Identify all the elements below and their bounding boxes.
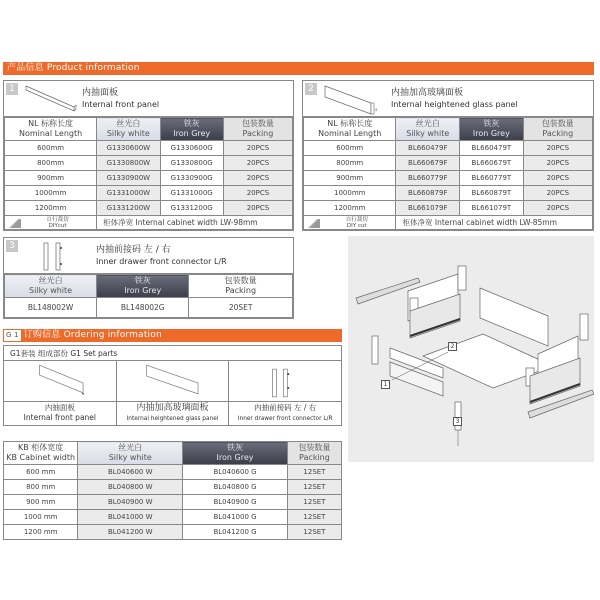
item-number: 1 <box>6 83 18 95</box>
table-row <box>304 141 593 156</box>
footer-row <box>5 216 293 230</box>
title-en: Internal heightened glass panel <box>391 100 518 109</box>
iron-code-cell: BL041000 G <box>183 510 288 525</box>
header-silky-white: 丝光白 Silky white <box>5 275 97 298</box>
iron-code-cell: G1330900G <box>160 171 223 186</box>
iron-code-cell: BL040900 G <box>183 495 288 510</box>
header-iron-grey: 铁灰 Iron Grey <box>97 275 189 298</box>
packing-cell: 20PCS <box>223 171 292 186</box>
panel-header <box>4 81 293 117</box>
table-row <box>5 141 293 156</box>
table-row <box>4 480 342 495</box>
item-number: 3 <box>6 240 18 252</box>
set-part-glass-panel <box>117 361 230 401</box>
set-part-connector <box>229 361 341 401</box>
length-cell: 800mm <box>304 156 396 171</box>
width-cell: 800 mm <box>4 480 78 495</box>
silky-code-cell: BL040800 W <box>78 480 183 495</box>
footer-row <box>304 216 593 230</box>
packing-cell: 20PCS <box>523 156 592 171</box>
title-cn: 内抽前接码 左 / 右 <box>96 245 171 255</box>
iron-code-cell: BL041200 G <box>183 525 288 540</box>
title-en: Internal front panel <box>82 100 160 109</box>
packing-cell: 12SET <box>287 525 341 540</box>
length-cell: 600mm <box>5 141 97 156</box>
table-row <box>304 156 593 171</box>
silky-code-cell: BL040900 W <box>78 495 183 510</box>
iron-code-cell: G1330600G <box>160 141 223 156</box>
length-cell: 900mm <box>5 171 97 186</box>
length-cell: 900mm <box>304 171 396 186</box>
product-info-title: 产品信息 Product information <box>7 63 140 73</box>
header-packing: 包装数量 Packing <box>287 442 341 465</box>
silky-code-cell: G1331000W <box>97 186 160 201</box>
table-row <box>4 525 342 540</box>
callout-3: 3 <box>453 417 462 426</box>
item-number: 2 <box>305 83 317 95</box>
cabinet-width-note: 柜体净宽 Internal cabinet width LW-85mm <box>396 216 593 230</box>
set-parts-images <box>4 361 341 402</box>
diy-cut-cell: 自行裁切 DIY cut <box>304 216 396 230</box>
silky-code-cell: BL041000 W <box>78 510 183 525</box>
iron-code-cell: BL040600 G <box>183 465 288 480</box>
cabinet-width-note: 柜体净宽 Internal cabinet width LW-98mm <box>97 216 293 230</box>
header-iron-grey: 铁灰 Iron Grey <box>460 118 524 141</box>
glass-panel-icon <box>117 361 229 402</box>
panel-front-connector <box>3 237 294 319</box>
silky-code-cell: BL148002W <box>5 298 97 318</box>
silky-code-cell: BL660679F <box>396 156 460 171</box>
panel-title <box>82 88 159 110</box>
glass-panel-icon <box>323 83 378 115</box>
length-cell: 1000mm <box>5 186 97 201</box>
set-parts-panel <box>3 345 342 426</box>
width-cell: 1200 mm <box>4 525 78 540</box>
front-panel-icon <box>24 83 79 115</box>
panel-internal-front-panel <box>3 80 294 231</box>
svg-text:a: a <box>375 107 378 112</box>
panel-title <box>96 245 227 267</box>
packing-cell: 20PCS <box>523 141 592 156</box>
panel1-table <box>4 117 293 230</box>
table-row <box>5 171 293 186</box>
packing-cell: 20PCS <box>223 186 292 201</box>
table-row <box>4 510 342 525</box>
header-iron-grey: 铁灰 Iron Grey <box>160 118 223 141</box>
width-cell: 900 mm <box>4 495 78 510</box>
table-row <box>4 465 342 480</box>
header-length: NL 标称长度 Nominal Length <box>5 118 97 141</box>
silky-code-cell: G1330900W <box>97 171 160 186</box>
silky-code-cell: G1330800W <box>97 156 160 171</box>
connector-icon <box>229 361 341 402</box>
header-cabinet-width: KB 柜体宽度 KB Cabinet width <box>4 442 78 465</box>
panel-header <box>303 81 593 117</box>
silky-code-cell: BL040600 W <box>78 465 183 480</box>
callout-2: 2 <box>448 342 457 351</box>
header-silky-white: 丝光白 Silky white <box>78 442 183 465</box>
table-row <box>5 201 293 216</box>
connector-icon <box>24 240 79 272</box>
table-row <box>304 171 593 186</box>
length-cell: 1000mm <box>304 186 396 201</box>
packing-cell: 12SET <box>287 480 341 495</box>
set-parts-heading: G1套装 组成部份 G1 Set parts <box>4 346 341 361</box>
header-packing: 包装数量 Packing <box>189 275 293 298</box>
panel-heightened-glass-panel <box>302 80 594 231</box>
packing-cell: 20PCS <box>523 171 592 186</box>
silky-code-cell: G1330600W <box>97 141 160 156</box>
packing-cell: 12SET <box>287 465 341 480</box>
callout-1: 1 <box>381 380 390 389</box>
packing-cell: 12SET <box>287 510 341 525</box>
product-info-bar <box>3 62 594 75</box>
packing-cell: 20SET <box>189 298 293 318</box>
ordering-info-bar <box>3 329 342 342</box>
ordering-table-panel <box>3 441 342 540</box>
header-silky-white: 丝光白 Silky white <box>396 118 460 141</box>
packing-cell: 20PCS <box>523 201 592 216</box>
silky-code-cell: BL661079F <box>396 201 460 216</box>
width-cell: 1000 mm <box>4 510 78 525</box>
ordering-info-title: 订购信息 Ordering information <box>23 330 162 340</box>
header-iron-grey: 铁灰 Iron Grey <box>183 442 288 465</box>
diy-cut-icon <box>306 219 320 228</box>
set-part-label: 内抽面板 Internal front panel <box>4 402 117 425</box>
silky-code-cell: BL041200 W <box>78 525 183 540</box>
iron-code-cell: BL660679T <box>460 156 524 171</box>
table-row <box>4 495 342 510</box>
header-silky-white: 丝光白 Silky white <box>97 118 160 141</box>
title-cn: 内抽加高玻璃面板 <box>391 88 464 98</box>
width-cell: 600 mm <box>4 465 78 480</box>
front-panel-icon <box>4 361 116 402</box>
packing-cell: 20PCS <box>223 141 292 156</box>
exploded-drawer-diagram <box>348 236 594 462</box>
length-cell: 1200mm <box>304 201 396 216</box>
silky-code-cell: BL660879F <box>396 186 460 201</box>
table-row <box>5 298 293 318</box>
title-cn: 内抽面板 <box>82 88 119 98</box>
g1-tag: G 1 <box>6 331 19 339</box>
panel-header <box>4 238 293 274</box>
packing-cell: 20PCS <box>223 156 292 171</box>
diy-cut-icon <box>7 219 21 228</box>
iron-code-cell: BL660879T <box>460 186 524 201</box>
iron-code-cell: G1330800G <box>160 156 223 171</box>
set-part-label: 内抽加高玻璃面板 Internal heightened glass panel <box>117 402 230 425</box>
silky-code-cell: G1331200W <box>97 201 160 216</box>
table-row <box>304 201 593 216</box>
set-part-label: 内抽前接码 左 / 右 Inner drawer front connector L/R <box>237 403 333 422</box>
drawer-assembly-illustration <box>348 236 594 462</box>
diy-cut-cell: 自行裁切 DIYcut <box>5 216 97 230</box>
set-part-front-panel <box>4 361 117 401</box>
iron-code-cell: G1331200G <box>160 201 223 216</box>
header-length: NL 标称长度 Nominal Length <box>304 118 396 141</box>
silky-code-cell: BL660479F <box>396 141 460 156</box>
iron-code-cell: BL660479T <box>460 141 524 156</box>
set-parts-labels <box>4 402 341 425</box>
panel3-table <box>4 274 293 318</box>
length-cell: 1200mm <box>5 201 97 216</box>
iron-code-cell: BL661079T <box>460 201 524 216</box>
iron-code-cell: BL660779T <box>460 171 524 186</box>
header-packing: 包装数量 Packing <box>223 118 292 141</box>
packing-cell: 12SET <box>287 495 341 510</box>
packing-cell: 20PCS <box>523 186 592 201</box>
panel-title <box>391 88 518 110</box>
iron-code-cell: BL148002G <box>97 298 189 318</box>
header-packing: 包装数量 Packing <box>523 118 592 141</box>
table-row <box>5 186 293 201</box>
ordering-table <box>3 441 342 540</box>
panel2-table <box>303 117 593 230</box>
length-cell: 800mm <box>5 156 97 171</box>
silky-code-cell: BL660779F <box>396 171 460 186</box>
title-en: Inner drawer front connector L/R <box>96 257 227 266</box>
iron-code-cell: G1331000G <box>160 186 223 201</box>
length-cell: 600mm <box>304 141 396 156</box>
table-row <box>5 156 293 171</box>
packing-cell: 20PCS <box>223 201 292 216</box>
iron-code-cell: BL040800 G <box>183 480 288 495</box>
table-row <box>304 186 593 201</box>
